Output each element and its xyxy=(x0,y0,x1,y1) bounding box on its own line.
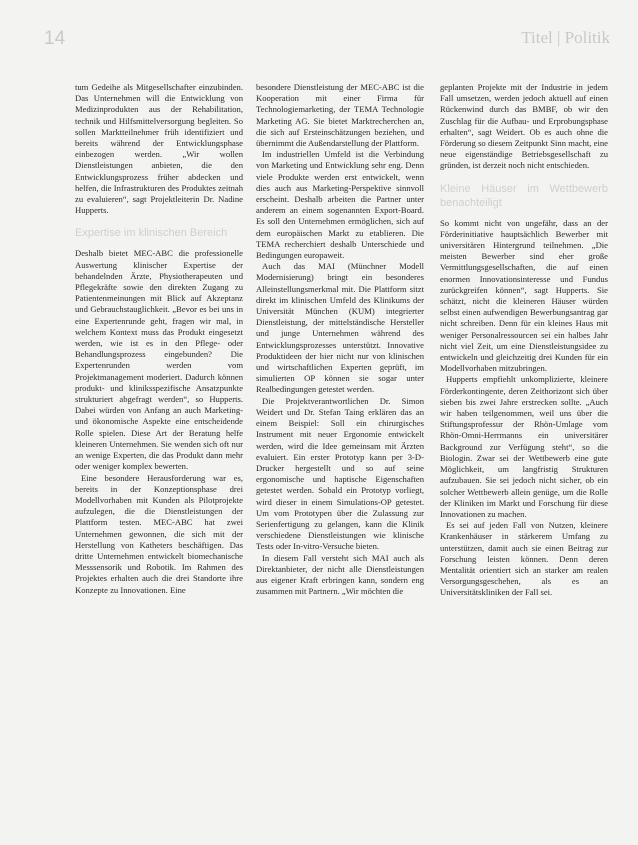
text-column-3 xyxy=(440,82,608,599)
paragraph: So kommt nicht von ungefähr, dass an der Förderinitiative hauptsächlich Bewerber mit universitären Hintergrund teilnehmen. „Die meisten Bewerber sind eher große Vermittlungsgesellschaften, die auf einen enormen Innovationsinteresse und Fundus zurückgreifen können“, sagt Hupperts. Sie schätzt, nicht die kleineren Häuser würden selbst einen aufwendigen Bewerbungsantrag gar nicht schreiben. Denn für ein kleines Haus mit weniger Personalressourcen sei ein halbes Jahr nicht viel Zeit, um eine Dienstleistungsidee zu entwickeln und gleichzeitig drei Kunden für ein Modellvorhaben mitzubringen. xyxy=(440,217,608,374)
paragraph: geplanten Projekte mit der Industrie in jedem Fall umsetzen, werden jedoch aktuell auf einen Rückenwind durch das BMBF, ob wir den Zuschlag für die Aufbau- und Erprobungsphase erhalten“, sagt Weidert. Ob es auch ohne die Förderung so diesem Zeitpunkt Sinn macht, eine neue eigenständige Betriebsgesellschaft zu gründen, ist derzeit noch nicht entschieden. xyxy=(440,82,608,171)
paragraph: Im industriellen Umfeld ist die Verbindung von Marketing und Entwicklung sehr eng. Denn viele Produkte werden erst entwickelt, wenn dies auch aus Marketing-Perspektive sinnvoll erscheint. Deshalb arbeiten die Partner unter anderem an einem sogenannten Export-Board. Es soll den Unternehmen ermöglichen, sich auf dem europäischen Markt zu etablieren. Die TEMA recherchiert deshalb Unterschiede und Bedingungen europaweit. xyxy=(256,149,424,261)
paragraph: In diesem Fall versteht sich MAI auch als Direktanbieter, der nicht alle Dienstleistungen aus eigener Kraft erbringen kann, sondern eng zusammen mit Partnern. „Wir möchten die xyxy=(256,552,424,597)
text-column-2 xyxy=(256,82,424,597)
subheading: Expertise im klinischen Bereich xyxy=(75,227,228,240)
paragraph: besondere Dienstleistung der MEC-ABC ist die Kooperation mit einer Firma für Technologiemarketing, der TEMA Technologie Marketing AG. Sie bietet Marktrecherchen an, die sich auf Ersteinschätzungen beziehen, und übernimmt die Außendarstellung der Plattform. xyxy=(256,82,424,149)
paragraph: Auch das MAI (Münchner Modell Modernisierung) bringt ein besonderes Alleinstellungsmerkmal mit. Die Plattform sitzt direkt im klinischen Umfeld des Klinikums der Universität München (KUM) integrierter Dienstleistung, der mittelständische Hersteller und junge Unternehmen während des Entwicklungsprozesses unterstützt. Innovative Produktideen der hier nicht nur von klinischen und wirtschaftlichen Experten geprüft, im simulierten OP können sie sogar unter Realbedingungen getestet werden. xyxy=(256,261,424,395)
paragraph: Es sei auf jeden Fall von Nutzen, kleinere Krankenhäuser in stärkerem Umfang zu unterstützen, damit auch sie einen Beitrag zur Forschung leisten können. Denn deren Mentalität orientiert sich an starker am realen Versorgungsgeschehen, als es an Universitätskliniken der Fall sei. xyxy=(440,520,608,598)
page-number: 14 xyxy=(44,28,66,49)
section-title: Titel | Politik xyxy=(521,28,610,47)
paragraph: Eine besondere Herausforderung war es, bereits in der Konzeptionsphase drei Modellvorhaben mit Kunden als Pilotprojekte aufzulegen, die die Dienstleistungen der Plattform testen. MEC-ABC hat zwei Unternehmen gewonnen, die sich mit der Herstellung von Katheters beschäftigen. Das dritte Unternehmen entwickelt biomechanische Messsensorik und Robotik. Im Rahmen des Projektes erhalten auch die drei Standorte ihre Konzepte zu Innovationen. Eine xyxy=(75,472,243,595)
paragraph: tum Gedeihe als Mitgesellschafter einzubinden. Das Unternehmen will die Entwicklung von Medizinprodukten aus der Rehabilitation, technik und Hilfsmittelversorgung begleiten. So sollen Marktteilnehmer früh identifiziert und bereits während der Entwicklungsphase einbezogen werden. „Wir wollen Dienstleistungen anbieten, die den Entwicklungsprozess früher abdecken und helfen, die Infrastrukturen des Produktes zeitnah zu evaluieren“, sagt Projektleiterin Dr. Nadine Hupperts. xyxy=(75,82,243,216)
paragraph: Hupperts empfiehlt unkomplizierte, kleinere Förderkontingente, deren Zeithorizont sich über sieben bis zwei Jahre erstrecken sollte. „Auch wir haben teilgenommen, weil uns über die Stiftungsprofessur der Rhön-Umlage vom Rhön-Omni-Herrmanns ein universitärer Background zur Verfügung steht“, so die Biologin. Zwar sei der Wettbewerb eine gute Möglichkeit, um langfristig Strukturen aufzubauen. Sie sei jedoch nicht sicher, ob ein solcher Wettbewerb allein genüge, um die Rolle der Kliniken im Markt und Forschung für diese Innovationen zu machen. xyxy=(440,374,608,519)
text-column-1 xyxy=(75,82,243,596)
paragraph: Die Projektverantwortlichen Dr. Simon Weidert und Dr. Stefan Taing erklären das an einem Beispiel: Soll ein chirurgisches Instrument mit neuer Ergonomie entwickelt werden, wird die Idee gemeinsam mit Ärzten evaluiert. Ein erster Prototyp kann per 3-D-Drucker hergestellt und so auf seine ergonomische und haptische Eigenschaften getestet werden. Sobald ein Prototyp vorliegt, wird dieser in einem Simulations-OP getestet. Um vom Prototypen über die Zulassung zur Serienfertigung zu gelangen, kann die Klinik verschiedene Dienstleistungen wie klinische Tests oder In-vitro-Versuche bieten. xyxy=(256,395,424,552)
paragraph: Deshalb bietet MEC-ABC die professionelle Auswertung klinischer Expertise der behandelnden Ärzte, Physiotherapeuten und Pflegekräfte sowie den direkten Zugang zu Patientenmeinungen mit Blick auf Akzeptanz und Gebrauchstauglichkeit. „Bevor es bei uns in eine Expertenrunde geht, fragen wir mal, in welchem Kontext muss das Produkt eingesetzt werden, wie ist es in den Pflege- oder Behandlungsprozess eingebunden? Die Expertenrunden werden vom Projektmanagement moderiert. Dadurch können produkt- und kliniksspezifische Ansatzpunkte strukturiert abgefragt werden“, so Hupperts. Dabei würden von Anfang an auch Marketing- und ökonomische Aspekte eine entscheidende Rolle spielen. Diese Art der Beratung helfe kleineren Unternehmen. Sie wenden sich oft nur an wenige Experten, die das Produkt dann mehr oder weniger komplex bewerten. xyxy=(75,248,243,472)
subheading: Kleine Häuser im Wettbewerb benachteiligt xyxy=(440,182,608,209)
